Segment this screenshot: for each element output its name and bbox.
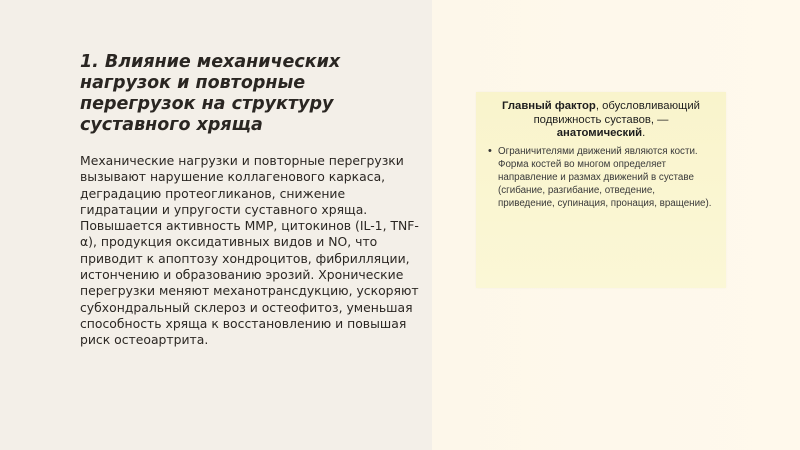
card-heading-rest: , обусловливающий подвижность суставов, — <box>533 100 700 126</box>
card-bullet <box>488 145 714 210</box>
info-card <box>476 92 726 288</box>
card-heading-bold: Главный фактор <box>502 100 596 112</box>
card-heading-end: . <box>642 127 646 139</box>
slide-title: 1. Влияние механических нагрузок и повторные перегрузок на структуру суставного хряща <box>80 52 341 135</box>
bullet-icon: • <box>488 144 492 157</box>
card-heading-last: анатомический <box>556 127 643 139</box>
card-bullet-text: Ограничителями движений являются кости. Форма костей во многом определяет направление и размах движений в суставе (сгибание, разгибание, отведение, приведение, супинация, пронация, вращение). <box>498 145 712 209</box>
body-paragraph: Механические нагрузки и повторные перегрузки вызывают нарушение коллагенового каркаса, деградацию протеогликанов, снижение гидратации и упругости суставного хряща. Повышается активность MMP, цитокинов (IL-1, TNF-α), продукция оксидативных видов и NO, что приводит к апоптозу хондроцитов, фибрилляции, истончению и образованию эрозий. Хронические перегрузки меняют механотрансдукцию, ускоряют субхондральный склероз и остеофитоз, уменьшая способность хряща к восстановлению и повышая риск остеоартрита. <box>80 153 419 348</box>
card-heading <box>488 100 714 141</box>
